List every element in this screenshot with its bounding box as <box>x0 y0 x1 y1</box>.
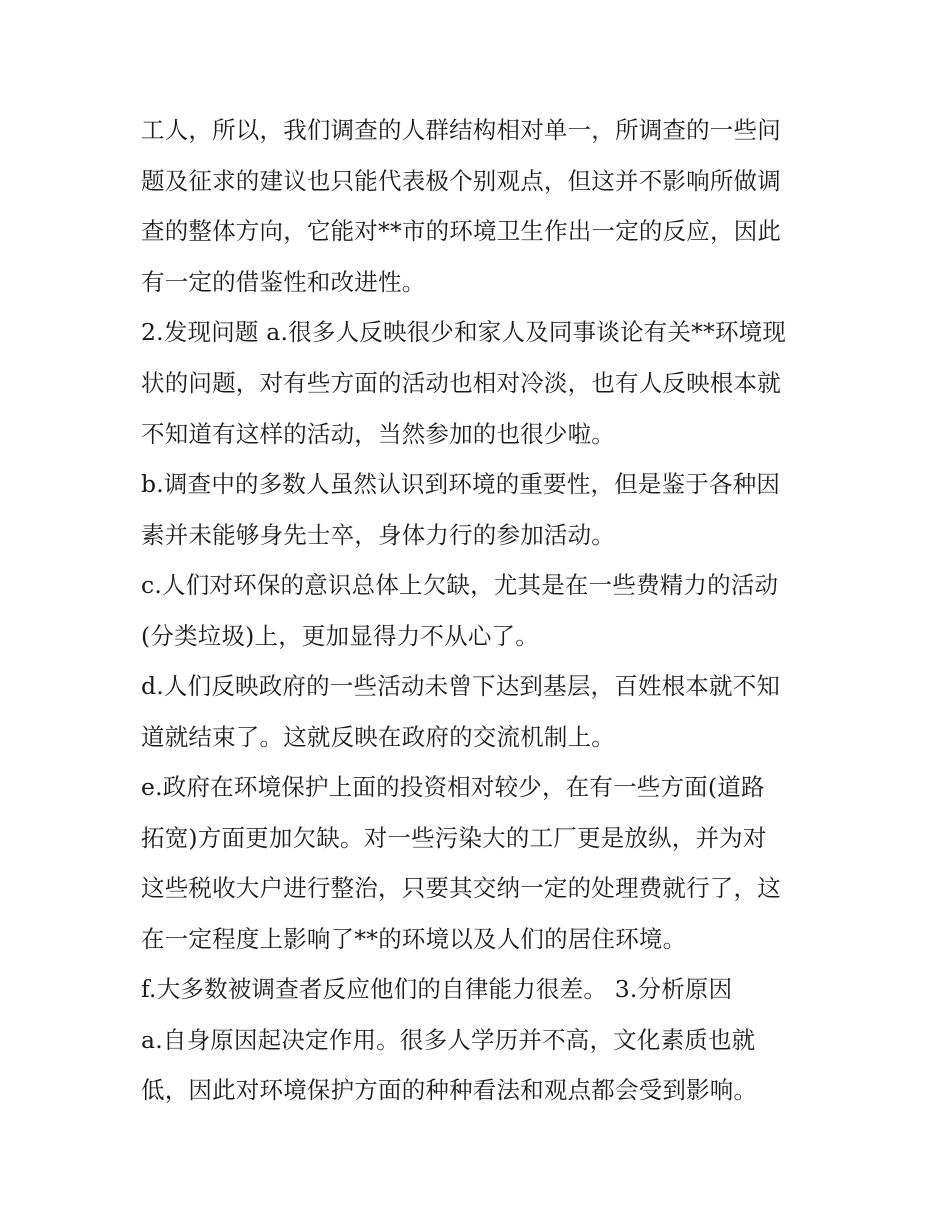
text-line: 这些税收大户进行整治，只要其交纳一定的处理费就行了，这 <box>141 874 781 902</box>
text-line: 素并未能够身先士卒，身体力行的参加活动。 <box>141 521 615 549</box>
text-line: 查的整体方向，它能对**市的环境卫生作出一定的反应，因此 <box>141 217 782 245</box>
text-line: a.自身原因起决定作用。很多人学历并不高，文化素质也就 <box>141 1026 756 1054</box>
text-line: f.大多数被调查者反应他们的自律能力很差。 3.分析原因 <box>141 975 733 1003</box>
text-line: 低，因此对环境保护方面的种种看法和观点都会受到影响。 <box>141 1076 758 1104</box>
text-line: 题及征求的建议也只能代表极个别观点，但这并不影响所做调 <box>141 167 781 195</box>
text-line: e.政府在环境保护上面的投资相对较少，在有一些方面(道路 <box>141 773 765 801</box>
text-line: (分类垃圾)上，更加显得力不从心了。 <box>141 622 539 650</box>
text-line: 拓宽)方面更加欠缺。对一些污染大的工厂更是放纵，并为对 <box>141 824 767 852</box>
text-line: 状的问题，对有些方面的活动也相对冷淡，也有人反映根本就 <box>141 369 781 397</box>
text-line: c.人们对环保的意识总体上欠缺，尤其是在一些费精力的活动 <box>141 571 779 599</box>
text-line: 有一定的借鉴性和改进性。 <box>141 268 426 296</box>
text-line: 2.发现问题 a.很多人反映很少和家人及同事谈论有关**环境现 <box>141 318 787 346</box>
text-line: 工人，所以，我们调查的人群结构相对单一，所调查的一些问 <box>141 116 781 144</box>
text-line: b.调查中的多数人虽然认识到环境的重要性，但是鉴于各种因 <box>141 470 781 498</box>
text-line: 不知道有这样的活动，当然参加的也很少啦。 <box>141 420 615 448</box>
text-line: 在一定程度上影响了**的环境以及人们的居住环境。 <box>141 925 687 953</box>
text-line: 道就结束了。这就反映在政府的交流机制上。 <box>141 723 615 751</box>
text-line: d.人们反映政府的一些活动未曾下达到基层，百姓根本就不知 <box>141 672 781 700</box>
